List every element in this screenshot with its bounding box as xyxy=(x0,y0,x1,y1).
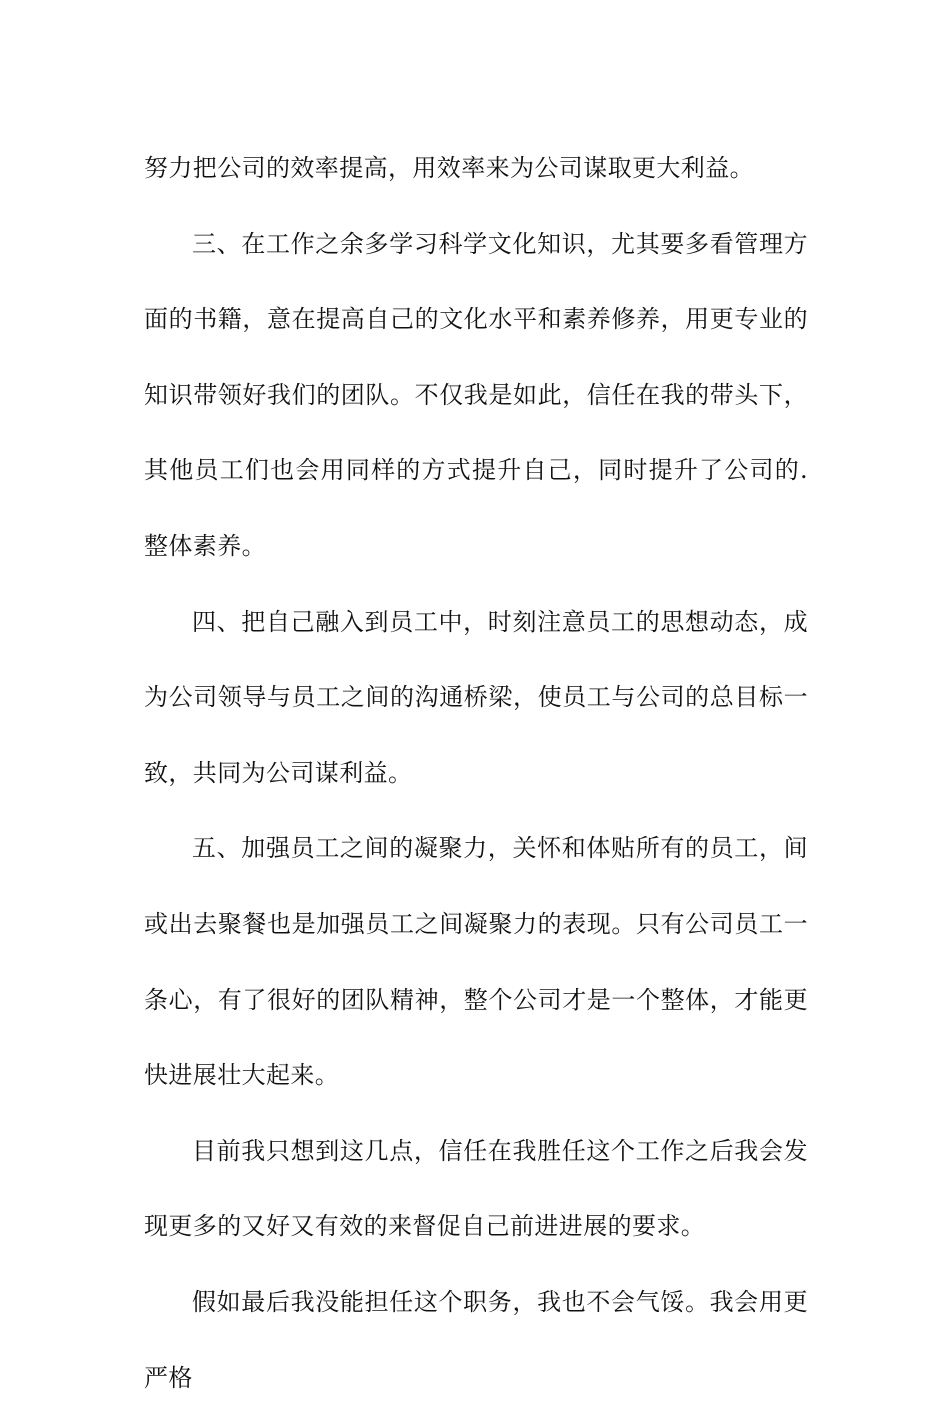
paragraph-summary: 目前我只想到这几点，信任在我胜任这个工作之后我会发现更多的又好又有效的来督促自己前进进展的要求。 xyxy=(144,1136,808,1241)
paragraph-point-five: 五、加强员工之间的凝聚力，关怀和体贴所有的员工，间或出去聚餐也是加强员工之间凝聚力的表现。只有公司员工一条心，有了很好的团队精神，整个公司才是一个整体，才能更快进展壮大起来。 xyxy=(144,834,808,1090)
paragraph-closing: 假如最后我没能担任这个职务，我也不会气馁。我会用更严格 xyxy=(144,1287,808,1392)
paragraph-point-four: 四、把自己融入到员工中，时刻注意员工的思想动态，成为公司领导与员工之间的沟通桥梁，使员工与公司的总目标一致，共同为公司谋利益。 xyxy=(144,607,808,787)
paragraph-point-three: 三、在工作之余多学习科学文化知识，尤其要多看管理方面的书籍，意在提高自己的文化水平和素养修养，用更专业的知识带领好我们的团队。不仅我是如此，信任在我的带头下，其他员工们也会用同样的方式提升自己，同时提升了公司的. 整体素养。 xyxy=(144,229,808,560)
paragraph-continuation: 努力把公司的效率提高，用效率来为公司谋取更大利益。 xyxy=(144,154,754,182)
document-body xyxy=(144,131,808,1416)
